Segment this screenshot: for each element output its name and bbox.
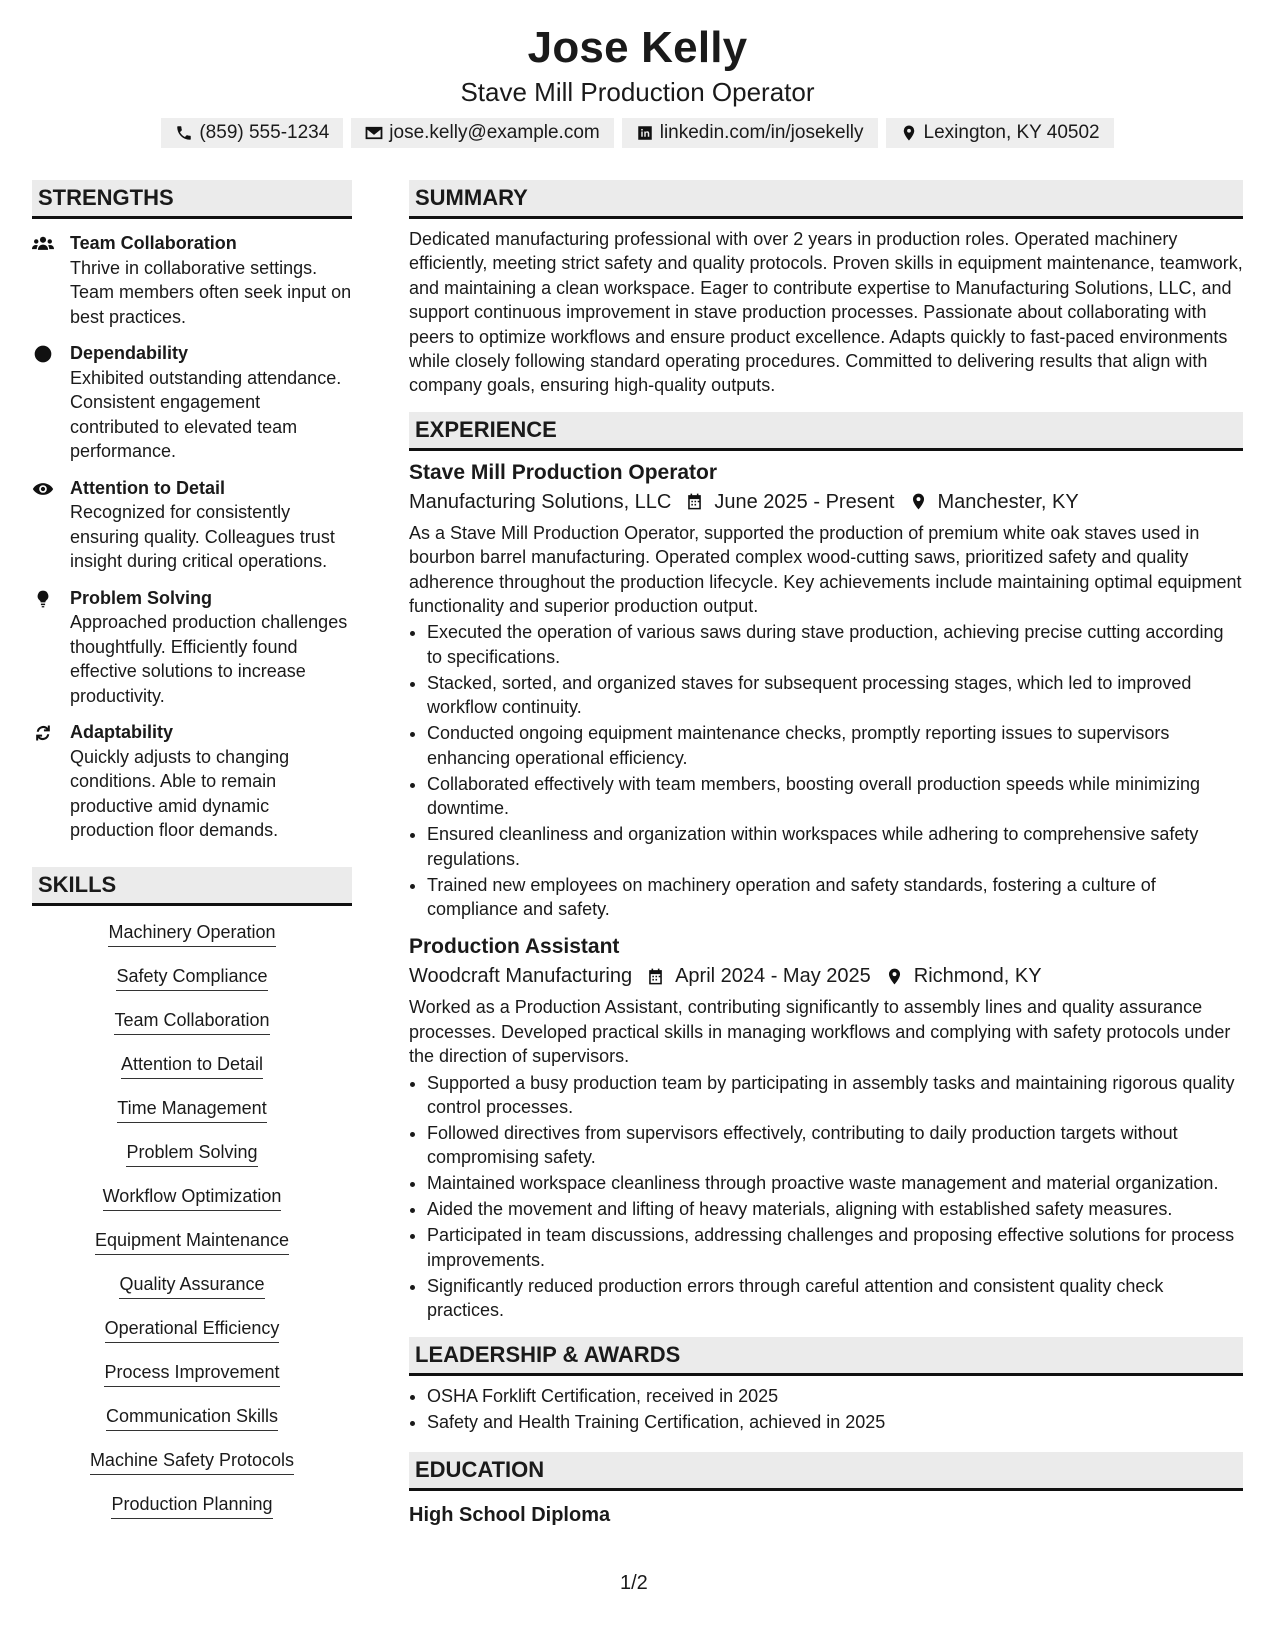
job-bullet: • Ensured cleanliness and organization within workspaces while adhering to comprehensive safety regulations. [427, 822, 1243, 871]
skills-list [32, 920, 352, 1536]
job-meta [409, 961, 1243, 991]
strength-desc: Recognized for consistently ensuring quality. Colleagues trust insight during critical operations. [70, 502, 335, 571]
envelope-icon [365, 124, 383, 142]
phone-text: (859) 555-1234 [199, 122, 330, 143]
job-dates: June 2025 - Present [714, 490, 895, 513]
skill-item: Safety Compliance [116, 964, 267, 991]
eye-icon [32, 479, 54, 499]
contact-bar [0, 118, 1275, 148]
job-bullet: • Collaborated effectively with team members, boosting overall production speeds while minimizing downtime. [427, 772, 1243, 821]
right-column [409, 180, 1243, 1529]
strength-title: Problem Solving [70, 587, 213, 608]
refresh-icon [32, 723, 54, 743]
contact-location [886, 118, 1114, 148]
summary-text: Dedicated manufacturing professional with over 2 years in production roles. Operated machinery efficiently, meeting strict safety and quality protocols. Proven skills in equipment maintenance, teamwork, and maintaining a clean workspace. Eager to contribute expertise to Manufacturing Solutions, LLC, and support continuous improvement in stave production processes. Passionate about collaborating with peers to optimize workflows and ensure product excellence. Adapts quickly to fast-paced environments while closely following standard operating procedures. Committed to delivering results that align with company goals, ensuring high-quality outputs. [409, 229, 1243, 396]
map-pin-icon [909, 492, 928, 511]
strength-title: Team Collaboration [70, 233, 237, 253]
skill-item: Time Management [117, 1096, 266, 1123]
job-bullet: • Followed directives from supervisors effectively, contributing to daily production targets without compromising safety. [427, 1121, 1243, 1170]
job-dates: April 2024 - May 2025 [675, 965, 871, 988]
job-bullets [409, 1071, 1243, 1323]
job-company: Manufacturing Solutions, LLC [409, 490, 672, 513]
phone-icon [175, 124, 193, 142]
strength-title: Attention to Detail [70, 477, 225, 498]
skill-item: Equipment Maintenance [95, 1228, 289, 1255]
location-text: Lexington, KY 40502 [923, 122, 1100, 143]
job-bullets [409, 620, 1243, 921]
strength-item [32, 476, 352, 574]
linkedin-icon [636, 124, 654, 142]
job-bullet: • Significantly reduced production errors through careful attention and consistent quality check practices. [427, 1274, 1243, 1323]
job-bullet: • Participated in team discussions, addressing challenges and proposing effective solutions for process improvements. [427, 1223, 1243, 1272]
email-text: jose.kelly@example.com [389, 122, 600, 143]
page-number: 1/2 [620, 1572, 648, 1594]
job-bullet: • Maintained workspace cleanliness through proactive waste management and material organization. [427, 1171, 1243, 1195]
strength-item [32, 231, 352, 329]
strength-desc: Approached production challenges thoughtfully. Efficiently found effective solutions to increase productivity. [70, 612, 348, 706]
strength-item [32, 341, 352, 464]
strength-title: Dependability [70, 343, 189, 363]
job-bullet: • Stacked, sorted, and organized staves for subsequent processing stages, which led to improved workflow continuity. [427, 671, 1243, 720]
skill-item: Quality Assurance [119, 1272, 264, 1299]
users-icon [32, 234, 54, 254]
candidate-name: Jose Kelly [527, 23, 748, 72]
job-title: Production Assistant [409, 935, 620, 959]
lightbulb-icon [32, 589, 54, 609]
job-location: Richmond, KY [913, 965, 1042, 988]
job-bullet: • Conducted ongoing equipment maintenance checks, promptly reporting issues to supervisors enhancing operational efficiency. [427, 721, 1243, 770]
strength-desc: Exhibited outstanding attendance. Consistent engagement contributed to elevated team performance. [70, 367, 342, 461]
contact-linkedin[interactable] [622, 118, 878, 148]
skill-item: Production Planning [111, 1492, 272, 1519]
education-heading: EDUCATION [409, 1452, 1243, 1491]
clock-icon [32, 344, 54, 364]
calendar-icon [685, 492, 704, 511]
summary-heading: SUMMARY [409, 180, 1243, 219]
job-entry [409, 933, 1243, 1322]
candidate-title: Stave Mill Production Operator [460, 77, 815, 107]
job-description: Worked as a Production Assistant, contributing significantly to assembly lines and quality assurance processes. Developed practical skills in managing workflows and complying with safety protocols under the direction of supervisors. [409, 997, 1231, 1067]
job-meta [409, 487, 1243, 517]
left-column [32, 180, 352, 1536]
map-pin-icon [885, 967, 904, 986]
contact-phone[interactable] [161, 118, 343, 148]
job-bullet: • Supported a busy production team by participating in assembly tasks and maintaining rigorous quality control processes. [427, 1071, 1243, 1120]
job-location: Manchester, KY [937, 490, 1079, 513]
awards-heading: LEADERSHIP & AWARDS [409, 1337, 1243, 1376]
awards-list [409, 1384, 1243, 1434]
job-title: Stave Mill Production Operator [409, 460, 718, 484]
strength-item [32, 586, 352, 709]
resume-header [0, 0, 1275, 148]
strength-desc: Quickly adjusts to changing conditions. Able to remain productive amid dynamic production floor demands. [70, 746, 290, 840]
skill-item: Problem Solving [126, 1140, 257, 1167]
job-bullet: • Executed the operation of various saws during stave production, achieving precise cutting according to specifications. [427, 620, 1243, 669]
strengths-heading: STRENGTHS [32, 180, 352, 219]
job-bullet: • Trained new employees on machinery operation and safety standards, fostering a culture of compliance and safety. [427, 873, 1243, 922]
award-item: • Safety and Health Training Certification, achieved in 2025 [427, 1410, 1243, 1434]
skill-item: Operational Efficiency [105, 1316, 280, 1343]
map-pin-icon [900, 124, 918, 142]
skill-item: Communication Skills [106, 1404, 278, 1431]
contact-email[interactable] [351, 118, 613, 148]
strength-desc: Thrive in collaborative settings. Team members often seek input on best practices. [70, 257, 352, 327]
skill-item: Process Improvement [104, 1360, 279, 1387]
job-description: As a Stave Mill Production Operator, supported the production of premium white oak staves used in bourbon barrel manufacturing. Operated complex wood-cutting saws, prioritized safety and quality adherence throughout the production lifecycle. Key achievements include maintaining optimal equipment functionality and superior production output. [409, 522, 1242, 617]
experience-heading: EXPERIENCE [409, 412, 1243, 451]
skill-item: Team Collaboration [114, 1008, 269, 1035]
skill-item: Machinery Operation [108, 920, 275, 947]
calendar-icon [646, 967, 665, 986]
job-entry [409, 459, 1243, 921]
skill-item: Attention to Detail [121, 1052, 263, 1079]
skill-item: Workflow Optimization [103, 1184, 282, 1211]
job-company: Woodcraft Manufacturing [409, 965, 633, 988]
strength-item [32, 720, 352, 843]
skill-item: Machine Safety Protocols [90, 1448, 294, 1475]
education-degree: High School Diploma [409, 1503, 611, 1526]
strength-title: Adaptability [70, 722, 174, 742]
job-bullet: • Aided the movement and lifting of heavy materials, aligning with established safety measures. [427, 1197, 1243, 1221]
linkedin-text: linkedin.com/in/josekelly [659, 122, 864, 143]
skills-heading: SKILLS [32, 867, 352, 906]
award-item: • OSHA Forklift Certification, received in 2025 [427, 1384, 1243, 1408]
